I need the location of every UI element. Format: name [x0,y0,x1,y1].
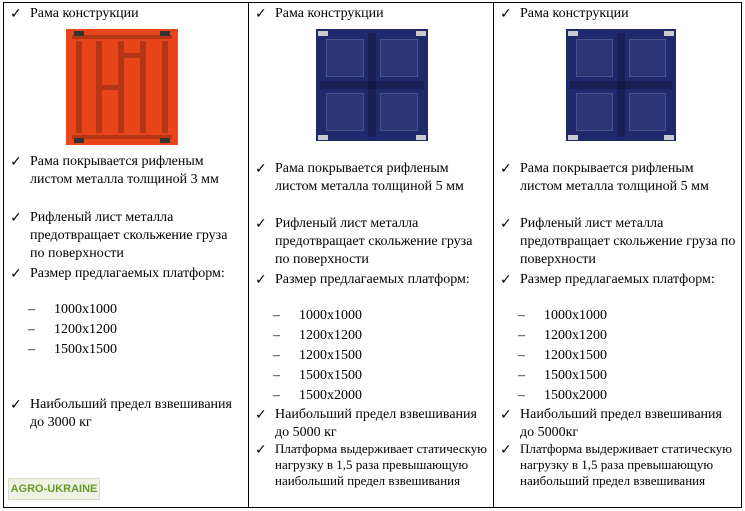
checkmark-icon: ✓ [500,407,512,423]
column-5t-b: ✓ Рама конструкции ✓ Рама покрывается рифленым листом металла толщиной 5 мм ✓ Рифленый лист металла предотвращает скольжение груза по поверхности ✓ Размер предлагаемых платформ: – 1000х1000 – 1200х1200 – 1200х1500 – 1500х1500 – 1500х2000 ✓ Наибольший предел взвешивания до 5000кг ✓ Платформа выдерживает статическую нагрузку в 1,5 раза превышающую наибольший предел взвешивания [500,6,736,488]
checkmark-icon: ✓ [500,272,512,288]
static-load-text: Платформа выдерживает статическую нагрузку в 1,5 раза превышающую наибольший предел взвешивания [520,441,732,488]
sizes-item [500,271,737,289]
coating-item [255,160,489,196]
checkmark-icon: ✓ [500,216,512,232]
checkmark-icon: ✓ [255,161,267,177]
anti-slip-text: Рифленый лист металла предотвращает скольжение груза по поверхности [275,216,473,267]
sizes-item [255,271,489,289]
coating-text: Рама покрывается рифленым листом металла толщиной 5 мм [275,161,464,194]
anti-slip-text: Рифленый лист металла предотвращает скольжение груза по поверхности [30,210,228,261]
anti-slip-item [500,215,737,269]
static-load-item [255,441,489,489]
platform-image-red [66,29,178,145]
max-load-item [500,406,737,442]
coating-item [500,160,737,196]
column-5t-a: ✓ Рама конструкции ✓ Рама покрывается рифленым листом металла толщиной 5 мм ✓ Рифленый лист металла предотвращает скольжение груза по поверхности ✓ Размер предлагаемых платформ: – 1000х1000 – 1200х1200 – 1200х1500 – 1500х1500 – 1500х2000 ✓ Наибольший предел взвешивания до 5000 кг ✓ Платформа выдерживает статическую нагрузку в 1,5 раза превышающую наибольший предел взвешивания [249,3,494,507]
coating-text: Рама покрывается рифленым листом металла толщиной 5 мм [520,161,709,194]
checkmark-icon: ✓ [500,161,512,177]
max-load-text: Наибольший предел взвешивания до 5000кг [520,407,722,440]
frame-item [255,5,489,23]
checkmark-icon: ✓ [10,154,22,170]
static-load-text: Платформа выдерживает статическую нагрузку в 1,5 раза превышающую наибольший предел взвешивания [275,441,487,488]
anti-slip-text: Рифленый лист металла предотвращает скольжение груза по поверхности [520,216,736,267]
anti-slip-item [255,215,489,269]
frame-label: Рама конструкции [275,6,384,21]
platform-image-blue [316,29,428,141]
static-load-item [500,441,737,489]
checkmark-icon: ✓ [500,442,512,458]
checkmark-icon: ✓ [255,407,267,423]
frame-item [500,5,737,23]
checkmark-icon: ✓ [255,6,267,22]
coating-text: Рама покрывается рифленым листом металла толщиной 3 мм [30,154,219,187]
checkmark-icon: ✓ [10,210,22,226]
checkmark-icon: ✓ [255,216,267,232]
coating-item [10,153,244,189]
frame-item [10,5,244,23]
sizes-label: Размер предлагаемых платформ: [520,272,715,287]
max-load-item [10,396,244,432]
checkmark-icon: ✓ [255,272,267,288]
sizes-label: Размер предлагаемых платформ: [30,266,225,281]
checkmark-icon: ✓ [10,266,22,282]
checkmark-icon: ✓ [10,6,22,22]
checkmark-icon: ✓ [500,6,512,22]
watermark-logo: AGRO-UKRAINE [8,478,100,500]
sizes-item [10,265,244,283]
sizes-label: Размер предлагаемых платформ: [275,272,470,287]
frame-label: Рама конструкции [30,6,139,21]
frame-label: Рама конструкции [520,6,629,21]
comparison-table [3,2,742,508]
column-3t: ✓ Рама конструкции ✓ Рама покрывается рифленым листом металла толщиной 3 мм ✓ Рифленый лист металла предотвращает скольжение груза по поверхности ✓ Размер предлагаемых платформ: – 1000х1000 – 1200х1200 – 1500х1500 ✓ Наибольший предел взвешивания до 3000 кг [4,3,249,507]
max-load-text: Наибольший предел взвешивания до 5000 кг [275,407,477,440]
checkmark-icon: ✓ [10,397,22,413]
max-load-item [255,406,489,442]
platform-image-blue [566,29,676,141]
max-load-text: Наибольший предел взвешивания до 3000 кг [30,397,232,430]
checkmark-icon: ✓ [255,442,267,458]
anti-slip-item [10,209,244,263]
